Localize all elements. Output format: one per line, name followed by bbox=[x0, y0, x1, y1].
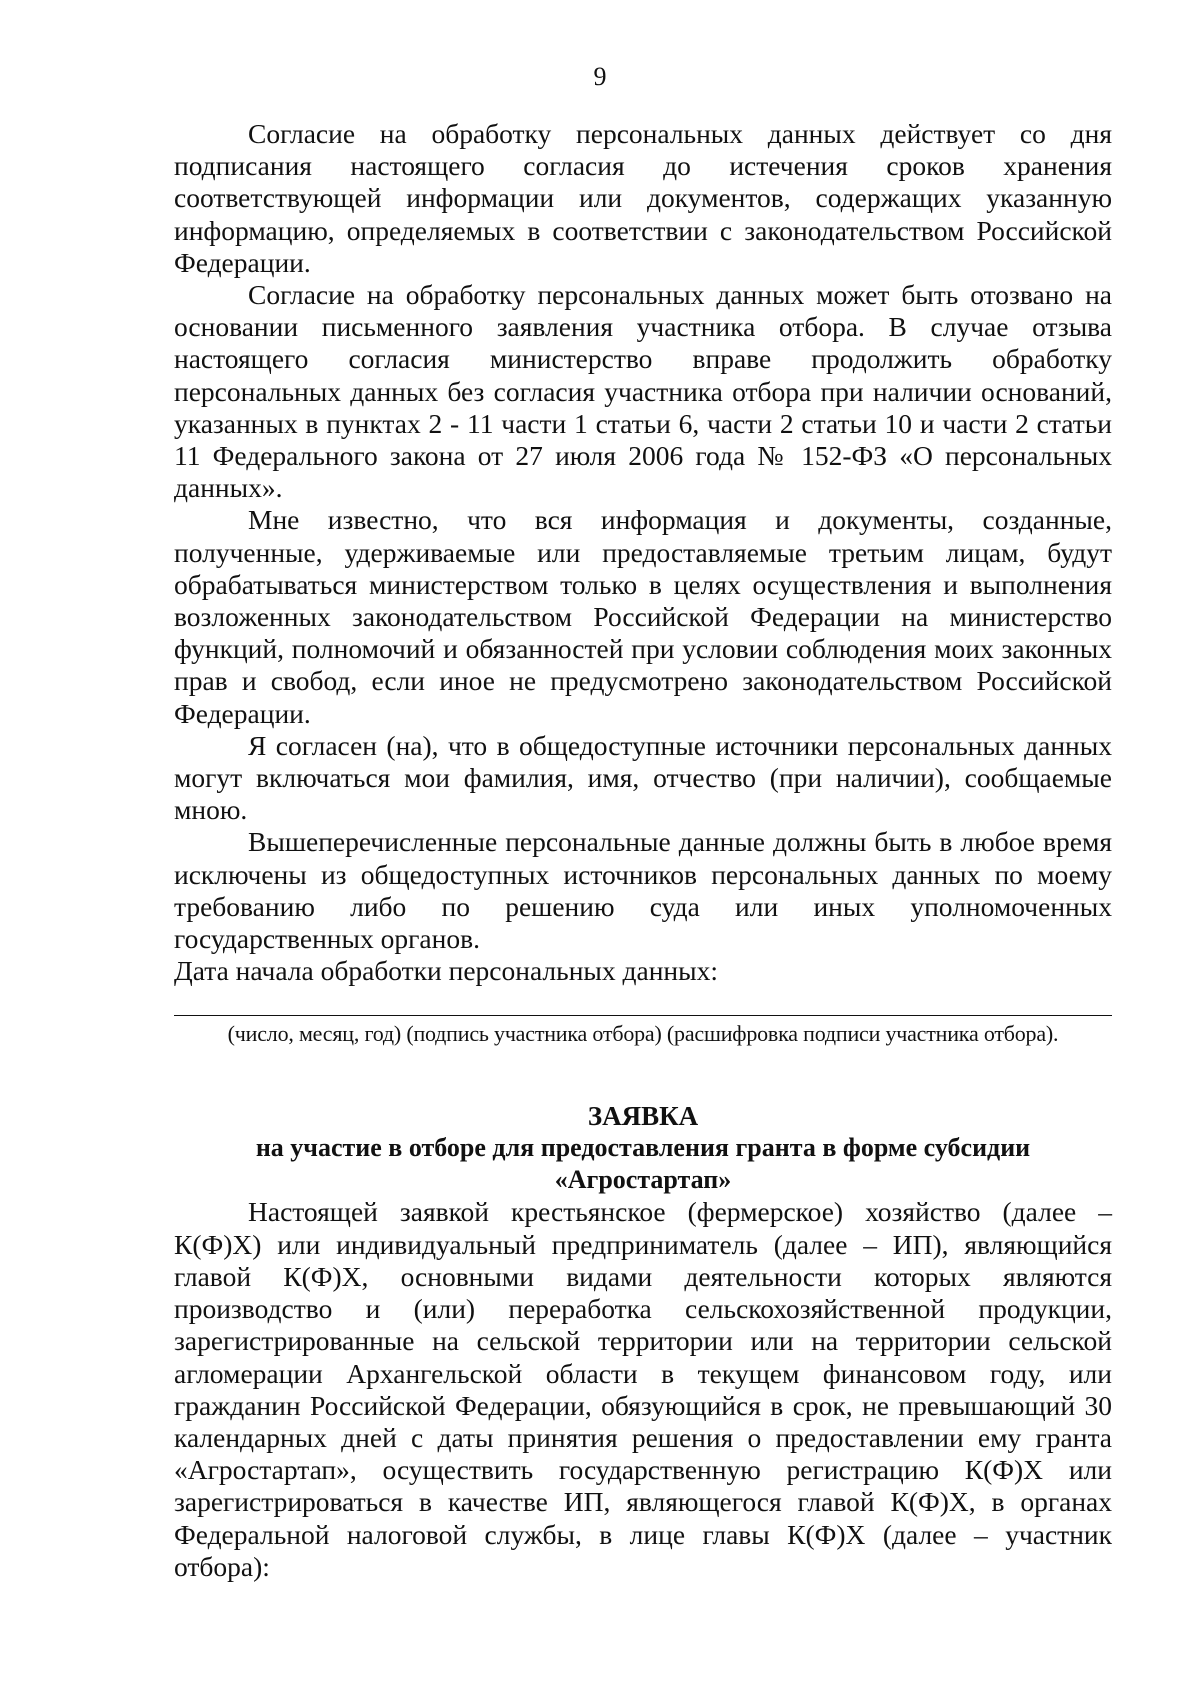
page-number: 9 bbox=[593, 62, 607, 91]
application-title: ЗАЯВКА bbox=[587, 1101, 699, 1132]
application-body-paragraph: Настоящей заявкой крестьянское (фермерское) хозяйство (далее – К(Ф)Х) или индивидуальный предприниматель (далее – ИП), являющийся главой К(Ф)Х, основными видами деятельности которых являются производство и (или) переработка сельскохозяйственной продукции, зарегистрированные на сельской территории или на территории сельской агломерации Архангельской области в текущем финансовом году, или гражданин Российской Федерации, обязующийся в срок, не превышающий 30 календарных дней с даты принятия решения о предоставлении ему гранта «Агростартап», осуществить государственную регистрацию К(Ф)Х или зарегистрироваться в качестве ИП, являющегося главой К(Ф)Х, в органах Федеральной налоговой службы, в лице главы К(Ф)Х (далее – участник отбора): bbox=[174, 1196, 1112, 1582]
information-processing-paragraph: Мне известно, что вся информация и документы, созданные, полученные, удерживаемые или предоставляемые третьим лицам, будут обрабатываться министерством только в целях осуществления и выполнения возложенных законодательством Российской Федерации на министерство функций, полномочий и обязанностей при условии соблюдения моих законных прав и свобод, если иное не предусмотрено законодательством Российской Федерации. bbox=[174, 504, 1112, 729]
exclusion-paragraph: Вышеперечисленные персональные данные должны быть в любое время исключены из общедоступных источников персональных данных по моему требованию либо по решению суда или иных уполномоченных государственных органов. bbox=[174, 826, 1112, 955]
consent-revocation-paragraph: Согласие на обработку персональных данных может быть отозвано на основании письменного заявления участника отбора. В случае отзыва настоящего согласия министерство вправе продолжить обработку персональных данных без согласия участника отбора при наличии оснований, указанных в пунктах 2 - 11 части 1 статьи 6, части 2 статьи 10 и части 2 статьи 11 Федерального закона от 27 июля 2006 года № 152-ФЗ «О персональных данных». bbox=[174, 279, 1112, 504]
signature-caption: (число, месяц, год) (подпись участника отбора) (расшифровка подписи участника отбора). bbox=[227, 1021, 1059, 1047]
document-body bbox=[174, 118, 1112, 1583]
public-sources-paragraph: Я согласен (на), что в общедоступные источники персональных данных могут включаться мои фамилия, имя, отчество (при наличии), сообщаемые мною. bbox=[174, 729, 1112, 826]
consent-validity-paragraph: Согласие на обработку персональных данных действует со дня подписания настоящего согласия до истечения сроков хранения соответствующей информации или документов, содержащих указанную информацию, определяемых в соответствии с законодательством Российской Федерации. bbox=[174, 118, 1112, 278]
signature-line bbox=[174, 1015, 1112, 1016]
application-subtitle-line-1: на участие в отборе для предоставления гранта в форме субсидии bbox=[255, 1133, 1031, 1163]
processing-start-date-label: Дата начала обработки персональных данных: bbox=[174, 955, 719, 987]
application-subtitle-line-2: «Агростартап» bbox=[554, 1165, 732, 1195]
